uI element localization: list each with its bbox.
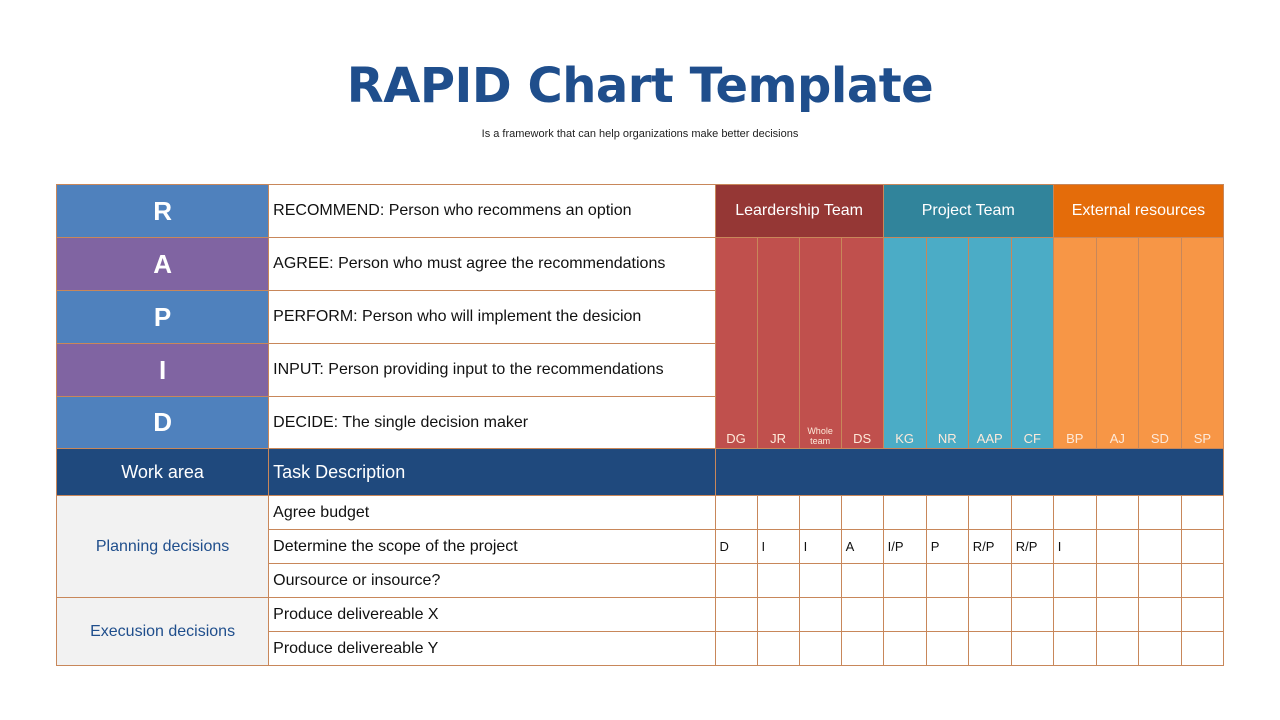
member-column-ds: DS	[841, 238, 883, 449]
role-description-r: RECOMMEND: Person who recommens an option	[269, 185, 715, 238]
assignment-cell	[968, 496, 1011, 530]
member-column-aap: AAP	[968, 238, 1011, 449]
task-description-cell: Produce delivereable Y	[269, 632, 715, 666]
member-column-sd: SD	[1138, 238, 1181, 449]
assignment-cell	[715, 564, 757, 598]
assignment-cell	[841, 496, 883, 530]
member-column-nr: NR	[926, 238, 968, 449]
assignment-cell	[799, 598, 841, 632]
assignment-cell	[1181, 564, 1223, 598]
role-letter-a: A	[57, 238, 269, 291]
assignment-cell	[1011, 564, 1053, 598]
assignment-cell	[883, 564, 926, 598]
assignment-cell	[1011, 598, 1053, 632]
assignment-cell	[1096, 564, 1138, 598]
assignment-cell	[757, 632, 799, 666]
assignment-cell	[799, 496, 841, 530]
assignment-cell	[968, 598, 1011, 632]
member-column-bp: BP	[1053, 238, 1096, 449]
table-header-row	[57, 449, 1224, 496]
role-description-d: DECIDE: The single decision maker	[269, 397, 715, 449]
task-description-header: Task Description	[269, 449, 715, 496]
assignment-cell	[1053, 598, 1096, 632]
header-bar-fill	[715, 449, 1224, 496]
member-column-dg: DG	[715, 238, 757, 449]
member-column-jr: JR	[757, 238, 799, 449]
assignment-cell	[1181, 632, 1223, 666]
assignment-cell: I	[799, 530, 841, 564]
assignment-cell	[926, 564, 968, 598]
assignment-cell: R/P	[968, 530, 1011, 564]
assignment-cell: D	[715, 530, 757, 564]
assignment-cell	[926, 598, 968, 632]
assignment-cell	[1138, 632, 1181, 666]
assignment-cell	[841, 632, 883, 666]
assignment-cell	[1096, 496, 1138, 530]
assignment-cell	[926, 632, 968, 666]
assignment-cell: A	[841, 530, 883, 564]
assignment-cell	[1138, 598, 1181, 632]
page-title: RAPID Chart Template	[346, 58, 934, 114]
task-description-cell: Oursource or insource?	[269, 564, 715, 598]
role-letter-p: P	[57, 291, 269, 344]
assignment-cell	[1096, 598, 1138, 632]
assignment-cell	[715, 496, 757, 530]
task-table-body	[57, 496, 1224, 666]
assignment-cell	[883, 632, 926, 666]
page-subtitle: Is a framework that can help organizations make better decisions	[481, 128, 799, 140]
assignment-cell: I	[757, 530, 799, 564]
member-column-cf: CF	[1011, 238, 1053, 449]
task-description-cell: Determine the scope of the project	[269, 530, 715, 564]
assignment-cell	[799, 564, 841, 598]
role-description-a: AGREE: Person who must agree the recommendations	[269, 238, 715, 291]
role-row-a	[57, 238, 1224, 291]
assignment-cell	[1181, 496, 1223, 530]
group-header-project: Project Team	[883, 185, 1053, 238]
work-area-execusion-decisions: Execusion decisions	[57, 598, 269, 666]
assignment-cell	[1053, 496, 1096, 530]
assignment-cell	[1053, 564, 1096, 598]
assignment-cell	[1096, 632, 1138, 666]
assignment-cell: I	[1053, 530, 1096, 564]
assignment-cell	[715, 598, 757, 632]
task-description-cell: Agree budget	[269, 496, 715, 530]
role-description-p: PERFORM: Person who will implement the desicion	[269, 291, 715, 344]
assignment-cell	[1011, 632, 1053, 666]
member-column-aj: AJ	[1096, 238, 1138, 449]
assignment-cell	[799, 632, 841, 666]
assignment-cell	[883, 598, 926, 632]
role-letter-i: I	[57, 344, 269, 397]
task-description-cell: Produce delivereable X	[269, 598, 715, 632]
role-letter-d: D	[57, 397, 269, 449]
assignment-cell	[1096, 530, 1138, 564]
assignment-cell	[1138, 530, 1181, 564]
role-row-r	[57, 185, 1224, 238]
work-area-header: Work area	[57, 449, 269, 496]
assignment-cell	[1181, 530, 1223, 564]
table-row	[57, 598, 1224, 632]
table-row	[57, 496, 1224, 530]
assignment-cell	[968, 632, 1011, 666]
assignment-cell	[968, 564, 1011, 598]
assignment-cell	[883, 496, 926, 530]
assignment-cell	[1181, 598, 1223, 632]
member-column-kg: KG	[883, 238, 926, 449]
member-column-whole-team: Whole team	[799, 238, 841, 449]
assignment-cell	[757, 598, 799, 632]
assignment-cell	[715, 632, 757, 666]
assignment-cell	[926, 496, 968, 530]
assignment-cell: I/P	[883, 530, 926, 564]
group-header-external: External resources	[1053, 185, 1223, 238]
assignment-cell	[757, 564, 799, 598]
work-area-planning-decisions: Planning decisions	[57, 496, 269, 598]
assignment-cell: P	[926, 530, 968, 564]
member-column-sp: SP	[1181, 238, 1223, 449]
group-header-leadership: Leardership Team	[715, 185, 883, 238]
assignment-cell	[1138, 496, 1181, 530]
role-description-i: INPUT: Person providing input to the recommendations	[269, 344, 715, 397]
assignment-cell	[1138, 564, 1181, 598]
assignment-cell	[841, 564, 883, 598]
assignment-cell	[757, 496, 799, 530]
rapid-table	[56, 184, 1224, 666]
assignment-cell	[1011, 496, 1053, 530]
assignment-cell	[841, 598, 883, 632]
role-letter-r: R	[57, 185, 269, 238]
assignment-cell: R/P	[1011, 530, 1053, 564]
assignment-cell	[1053, 632, 1096, 666]
